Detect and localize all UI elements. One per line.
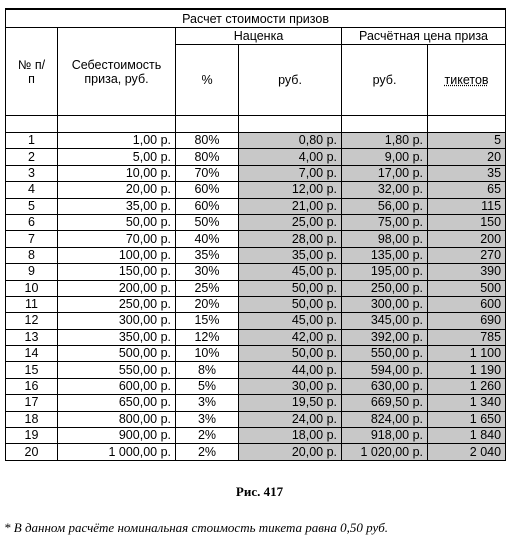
col-header-price-rub: руб. bbox=[342, 45, 428, 116]
cell-number: 6 bbox=[6, 214, 58, 230]
table-row bbox=[6, 395, 506, 411]
col-header-price-tickets bbox=[428, 45, 506, 116]
cell-price-tickets: 690 bbox=[428, 313, 506, 329]
cell-cost: 300,00 р. bbox=[58, 313, 176, 329]
cell-price-rub: 32,00 р. bbox=[342, 182, 428, 198]
cell-price-rub: 195,00 р. bbox=[342, 264, 428, 280]
cell-markup-percent: 80% bbox=[176, 149, 239, 165]
cell-markup-percent: 2% bbox=[176, 428, 239, 444]
cell-price-tickets: 200 bbox=[428, 231, 506, 247]
spacer-cell bbox=[176, 116, 239, 133]
col-header-number bbox=[6, 28, 58, 116]
cell-markup-rub: 21,00 р. bbox=[239, 198, 342, 214]
cell-price-rub: 669,50 р. bbox=[342, 395, 428, 411]
figure-caption: Рис. 417 bbox=[235, 484, 284, 499]
table-row bbox=[6, 264, 506, 280]
cell-number: 8 bbox=[6, 247, 58, 263]
cell-cost: 100,00 р. bbox=[58, 247, 176, 263]
cell-number: 1 bbox=[6, 133, 58, 149]
table-row bbox=[6, 378, 506, 394]
cell-price-rub: 98,00 р. bbox=[342, 231, 428, 247]
cell-price-rub: 1,80 р. bbox=[342, 133, 428, 149]
table-row bbox=[6, 182, 506, 198]
cell-markup-rub: 24,00 р. bbox=[239, 411, 342, 427]
cell-price-rub: 918,00 р. bbox=[342, 428, 428, 444]
table-row bbox=[6, 411, 506, 427]
cell-price-tickets: 2 040 bbox=[428, 444, 506, 460]
cell-markup-percent: 60% bbox=[176, 182, 239, 198]
cell-markup-rub: 50,00 р. bbox=[239, 346, 342, 362]
cell-markup-rub: 44,00 р. bbox=[239, 362, 342, 378]
table-row bbox=[6, 346, 506, 362]
cell-price-tickets: 65 bbox=[428, 182, 506, 198]
table-row bbox=[6, 149, 506, 165]
cell-number: 15 bbox=[6, 362, 58, 378]
cell-cost: 550,00 р. bbox=[58, 362, 176, 378]
cell-markup-percent: 70% bbox=[176, 165, 239, 181]
footnote: * В данном расчёте номинальная стоимость тикета равна 0,50 руб. bbox=[4, 520, 389, 535]
cell-number: 18 bbox=[6, 411, 58, 427]
cell-price-tickets: 1 190 bbox=[428, 362, 506, 378]
cell-markup-rub: 12,00 р. bbox=[239, 182, 342, 198]
cell-price-rub: 392,00 р. bbox=[342, 329, 428, 345]
prize-cost-table bbox=[5, 8, 506, 461]
cell-price-tickets: 150 bbox=[428, 214, 506, 230]
cell-price-tickets: 1 260 bbox=[428, 378, 506, 394]
cell-cost: 150,00 р. bbox=[58, 264, 176, 280]
cell-price-rub: 594,00 р. bbox=[342, 362, 428, 378]
cell-markup-percent: 3% bbox=[176, 395, 239, 411]
cell-price-rub: 9,00 р. bbox=[342, 149, 428, 165]
cell-price-rub: 17,00 р. bbox=[342, 165, 428, 181]
cell-cost: 70,00 р. bbox=[58, 231, 176, 247]
cell-markup-rub: 50,00 р. bbox=[239, 280, 342, 296]
cell-markup-percent: 5% bbox=[176, 378, 239, 394]
cell-markup-rub: 42,00 р. bbox=[239, 329, 342, 345]
cell-price-tickets: 785 bbox=[428, 329, 506, 345]
cell-markup-percent: 35% bbox=[176, 247, 239, 263]
spacer-row bbox=[6, 116, 506, 133]
table-row bbox=[6, 313, 506, 329]
cell-markup-rub: 35,00 р. bbox=[239, 247, 342, 263]
col-header-price-tickets-label: тикетов bbox=[444, 73, 489, 87]
cell-number: 2 bbox=[6, 149, 58, 165]
cell-number: 4 bbox=[6, 182, 58, 198]
spacer-cell bbox=[342, 116, 428, 133]
cell-markup-percent: 3% bbox=[176, 411, 239, 427]
cell-markup-rub: 50,00 р. bbox=[239, 296, 342, 312]
cell-price-rub: 824,00 р. bbox=[342, 411, 428, 427]
cell-price-rub: 56,00 р. bbox=[342, 198, 428, 214]
cell-number: 10 bbox=[6, 280, 58, 296]
cell-price-tickets: 5 bbox=[428, 133, 506, 149]
spacer-cell bbox=[58, 116, 176, 133]
cell-price-rub: 250,00 р. bbox=[342, 280, 428, 296]
cell-markup-rub: 0,80 р. bbox=[239, 133, 342, 149]
col-group-markup: Наценка bbox=[176, 28, 342, 45]
table-row bbox=[6, 214, 506, 230]
cell-number: 7 bbox=[6, 231, 58, 247]
cell-cost: 800,00 р. bbox=[58, 411, 176, 427]
cell-price-rub: 135,00 р. bbox=[342, 247, 428, 263]
cell-markup-percent: 80% bbox=[176, 133, 239, 149]
cell-number: 14 bbox=[6, 346, 58, 362]
cell-markup-rub: 45,00 р. bbox=[239, 313, 342, 329]
cell-price-rub: 345,00 р. bbox=[342, 313, 428, 329]
table-row bbox=[6, 296, 506, 312]
cell-price-tickets: 1 100 bbox=[428, 346, 506, 362]
table-row bbox=[6, 362, 506, 378]
cell-number: 5 bbox=[6, 198, 58, 214]
cell-markup-percent: 30% bbox=[176, 264, 239, 280]
cell-price-tickets: 390 bbox=[428, 264, 506, 280]
cell-markup-rub: 45,00 р. bbox=[239, 264, 342, 280]
cell-price-tickets: 500 bbox=[428, 280, 506, 296]
cell-markup-rub: 4,00 р. bbox=[239, 149, 342, 165]
table-row bbox=[6, 198, 506, 214]
col-header-cost-label: Себестоимость приза, руб. bbox=[71, 57, 162, 86]
cell-number: 11 bbox=[6, 296, 58, 312]
cell-price-tickets: 1 340 bbox=[428, 395, 506, 411]
col-header-markup-percent: % bbox=[176, 45, 239, 116]
cell-price-rub: 550,00 р. bbox=[342, 346, 428, 362]
cell-number: 9 bbox=[6, 264, 58, 280]
cell-price-tickets: 270 bbox=[428, 247, 506, 263]
cell-number: 12 bbox=[6, 313, 58, 329]
table-row bbox=[6, 231, 506, 247]
spacer-cell bbox=[428, 116, 506, 133]
cell-number: 19 bbox=[6, 428, 58, 444]
cell-markup-percent: 2% bbox=[176, 444, 239, 460]
cell-markup-rub: 19,50 р. bbox=[239, 395, 342, 411]
cell-cost: 900,00 р. bbox=[58, 428, 176, 444]
col-group-price: Расчётная цена приза bbox=[342, 28, 506, 45]
cell-price-tickets: 1 650 bbox=[428, 411, 506, 427]
table-row bbox=[6, 247, 506, 263]
cell-cost: 1,00 р. bbox=[58, 133, 176, 149]
cell-markup-rub: 25,00 р. bbox=[239, 214, 342, 230]
cell-number: 16 bbox=[6, 378, 58, 394]
cell-markup-rub: 18,00 р. bbox=[239, 428, 342, 444]
table-row bbox=[6, 133, 506, 149]
cell-cost: 600,00 р. bbox=[58, 378, 176, 394]
spacer-cell bbox=[6, 116, 58, 133]
cell-markup-percent: 60% bbox=[176, 198, 239, 214]
cell-cost: 5,00 р. bbox=[58, 149, 176, 165]
cell-cost: 650,00 р. bbox=[58, 395, 176, 411]
cell-markup-percent: 50% bbox=[176, 214, 239, 230]
cell-markup-rub: 20,00 р. bbox=[239, 444, 342, 460]
cell-cost: 250,00 р. bbox=[58, 296, 176, 312]
table-row bbox=[6, 165, 506, 181]
table-row bbox=[6, 428, 506, 444]
cell-markup-percent: 12% bbox=[176, 329, 239, 345]
cell-cost: 500,00 р. bbox=[58, 346, 176, 362]
cell-price-tickets: 20 bbox=[428, 149, 506, 165]
cell-cost: 10,00 р. bbox=[58, 165, 176, 181]
cell-markup-rub: 7,00 р. bbox=[239, 165, 342, 181]
cell-markup-percent: 8% bbox=[176, 362, 239, 378]
cell-markup-rub: 30,00 р. bbox=[239, 378, 342, 394]
table-row bbox=[6, 444, 506, 460]
cell-cost: 35,00 р. bbox=[58, 198, 176, 214]
cell-markup-percent: 40% bbox=[176, 231, 239, 247]
table-row bbox=[6, 329, 506, 345]
cell-price-tickets: 1 840 bbox=[428, 428, 506, 444]
cell-markup-percent: 25% bbox=[176, 280, 239, 296]
cell-cost: 200,00 р. bbox=[58, 280, 176, 296]
col-header-cost bbox=[58, 28, 176, 116]
cell-markup-rub: 28,00 р. bbox=[239, 231, 342, 247]
cell-price-rub: 630,00 р. bbox=[342, 378, 428, 394]
cell-number: 3 bbox=[6, 165, 58, 181]
cell-price-rub: 1 020,00 р. bbox=[342, 444, 428, 460]
cell-cost: 20,00 р. bbox=[58, 182, 176, 198]
table-row bbox=[6, 280, 506, 296]
cell-cost: 50,00 р. bbox=[58, 214, 176, 230]
cell-price-tickets: 35 bbox=[428, 165, 506, 181]
cell-cost: 350,00 р. bbox=[58, 329, 176, 345]
cell-markup-percent: 10% bbox=[176, 346, 239, 362]
cell-price-tickets: 115 bbox=[428, 198, 506, 214]
cell-price-rub: 75,00 р. bbox=[342, 214, 428, 230]
col-header-number-label: № п/п bbox=[17, 57, 46, 86]
cell-number: 17 bbox=[6, 395, 58, 411]
cell-cost: 1 000,00 р. bbox=[58, 444, 176, 460]
cell-markup-percent: 20% bbox=[176, 296, 239, 312]
cell-number: 20 bbox=[6, 444, 58, 460]
cell-number: 13 bbox=[6, 329, 58, 345]
table-title: Расчет стоимости призов bbox=[6, 9, 506, 28]
cell-price-tickets: 600 bbox=[428, 296, 506, 312]
cell-markup-percent: 15% bbox=[176, 313, 239, 329]
spacer-cell bbox=[239, 116, 342, 133]
col-header-markup-rub: руб. bbox=[239, 45, 342, 116]
cell-price-rub: 300,00 р. bbox=[342, 296, 428, 312]
